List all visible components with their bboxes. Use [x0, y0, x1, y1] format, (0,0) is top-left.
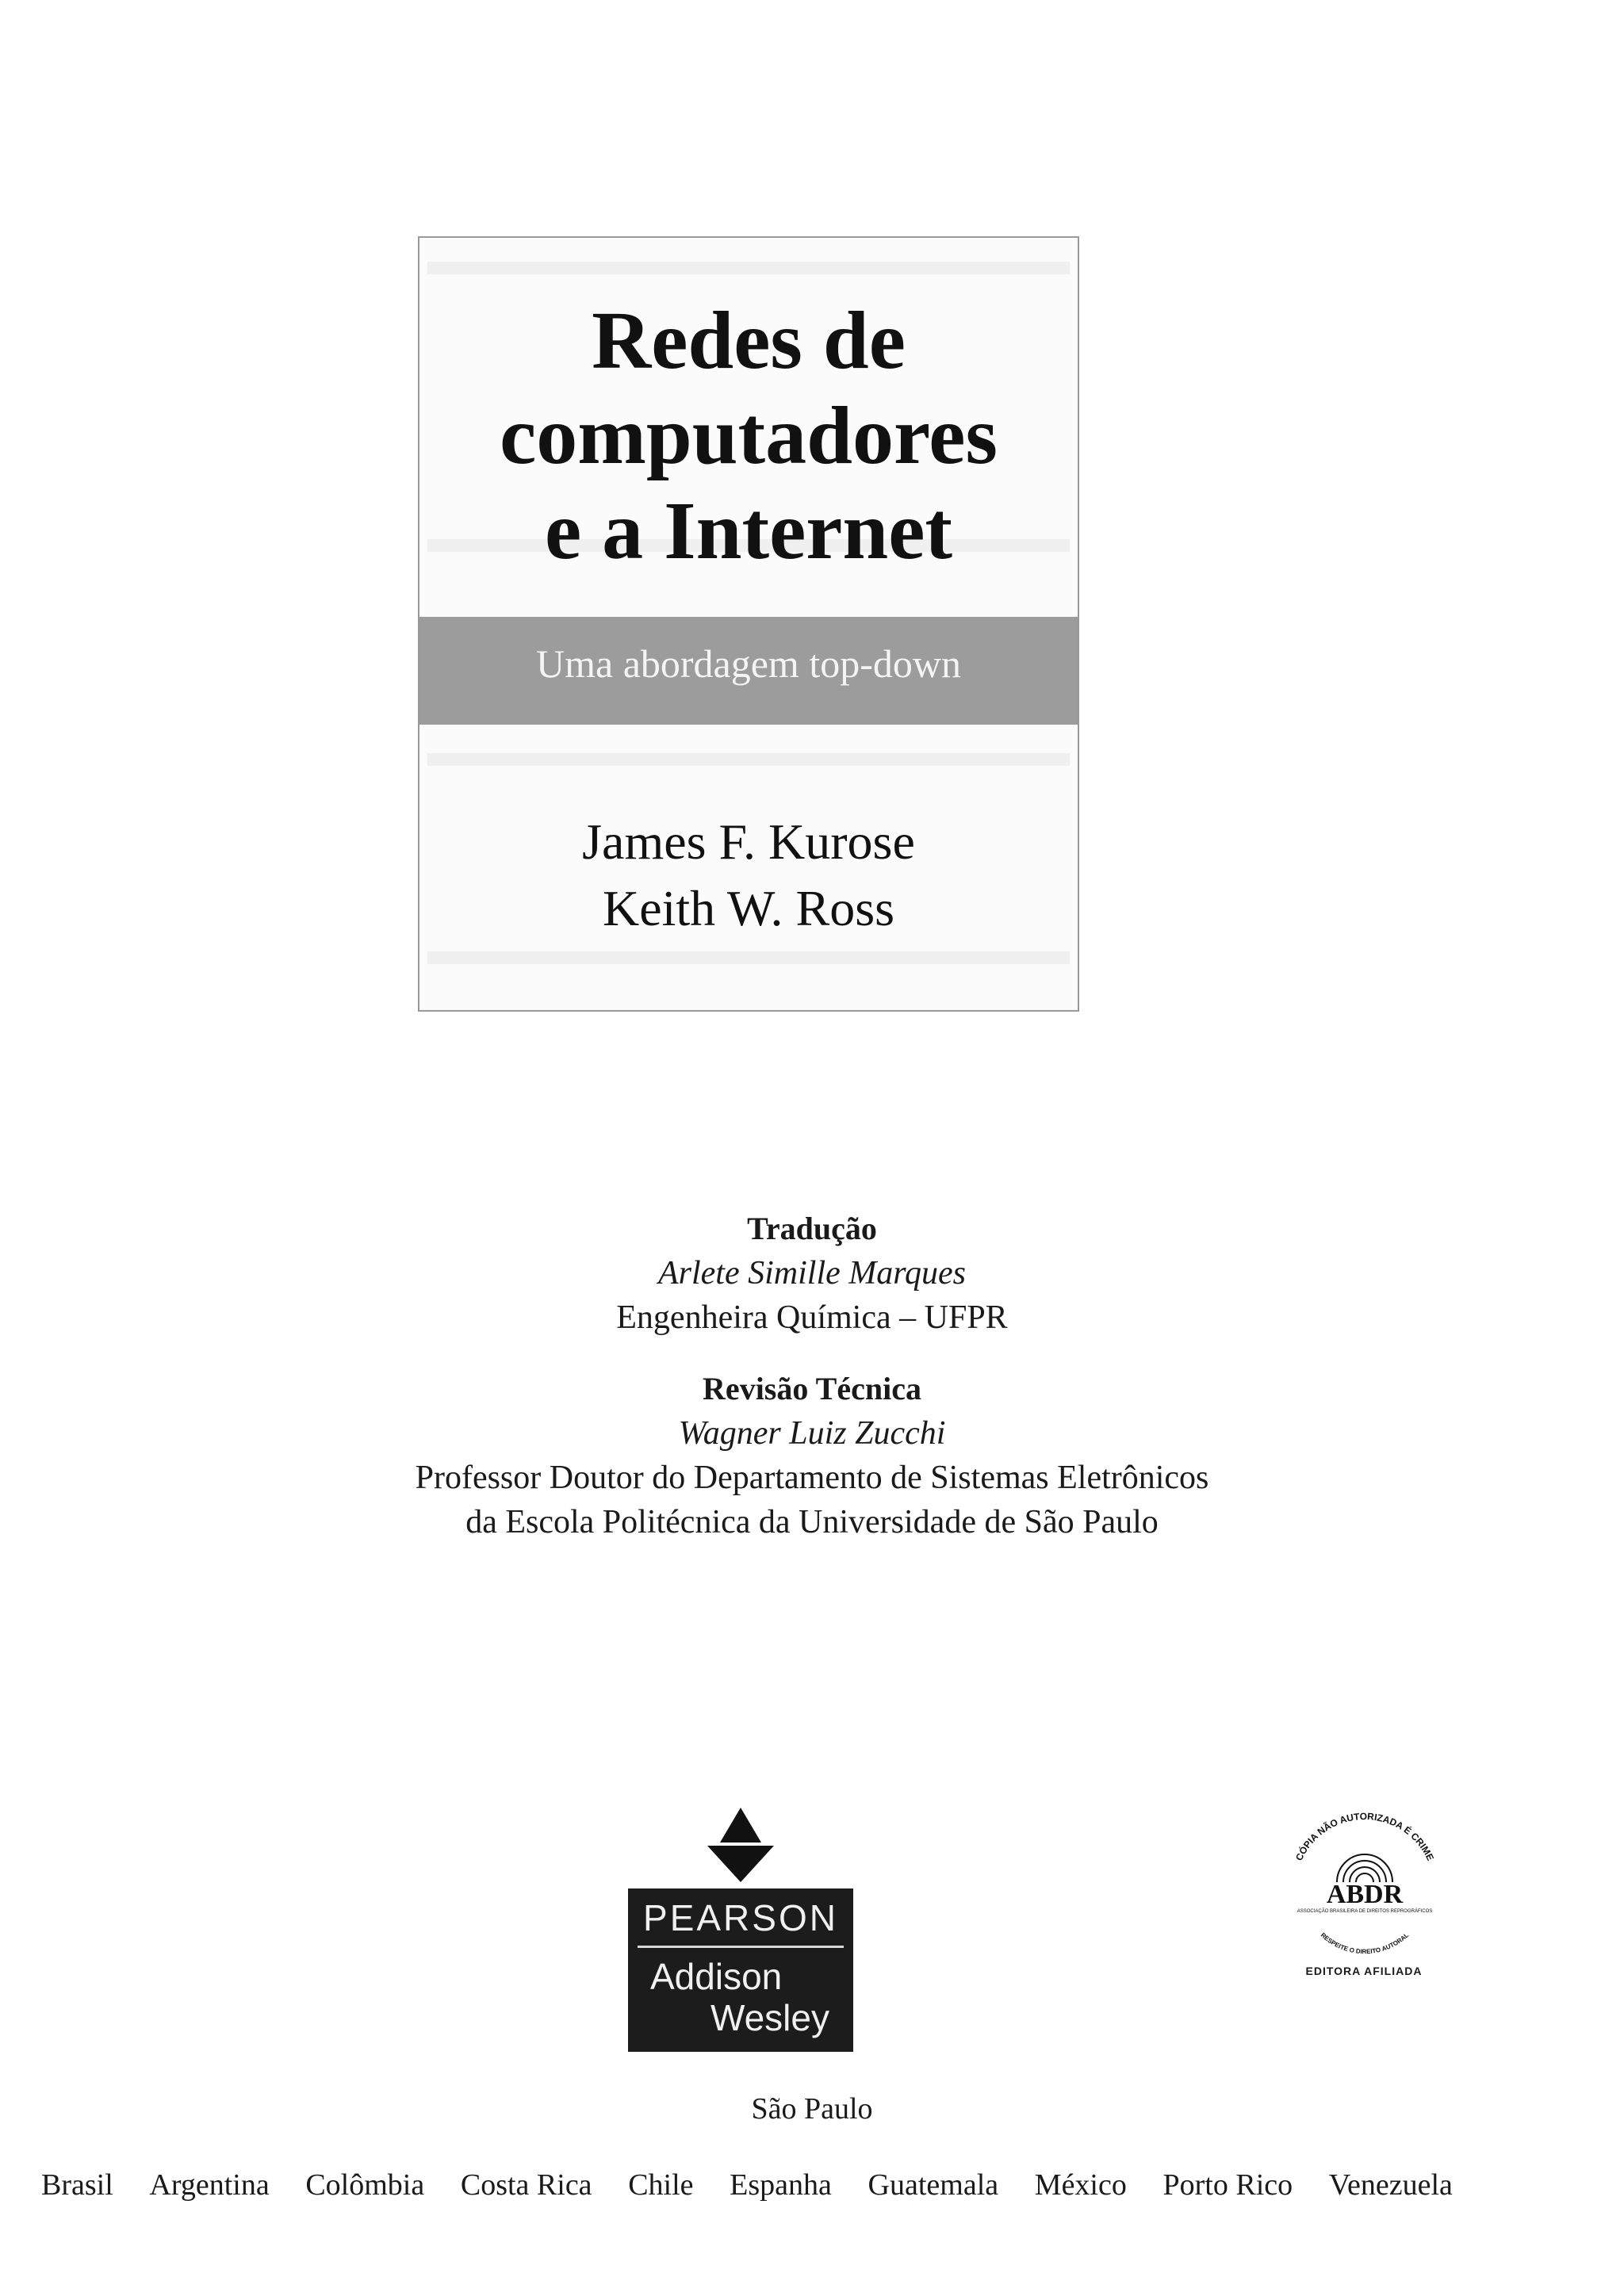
- country-name: Brasil: [41, 2168, 113, 2202]
- seal-bottom-arc: RESPEITE O DIREITO AUTORAL: [1319, 1931, 1411, 1956]
- publisher-box: [628, 1888, 853, 2052]
- title-line: e a Internet: [544, 485, 953, 576]
- country-list: [41, 2168, 1453, 2202]
- subtitle-band: [419, 617, 1078, 725]
- country-name: Argentina: [149, 2168, 270, 2202]
- reviewer-title-line: da Escola Politécnica da Universidade de São Paulo: [465, 1504, 1159, 1540]
- title-line: Redes de: [592, 295, 906, 386]
- imprint-name: Addison: [650, 1956, 783, 1997]
- authors: [419, 809, 1078, 942]
- seal-top-arc: CÓPIA NÃO AUTORIZADA É CRIME: [1293, 1810, 1437, 1863]
- review-credits: [0, 1367, 1624, 1544]
- translator-name: Arlete Simille Marques: [657, 1255, 967, 1292]
- translation-heading: Tradução: [747, 1211, 877, 1246]
- publisher-logo: [628, 1808, 853, 2053]
- reviewer-title-line: Professor Doutor do Departamento de Sistemas Eletrônicos: [415, 1460, 1209, 1496]
- seal-association: ASSOCIAÇÃO BRASILEIRA DE DIREITOS REPROGRÁFICOS: [1297, 1909, 1433, 1914]
- author-name: Keith W. Ross: [602, 880, 895, 936]
- svg-text:RESPEITE O DIREITO AUTORAL: [1320, 1931, 1411, 1955]
- reviewer-name: Wagner Luiz Zucchi: [678, 1415, 946, 1452]
- country-name: Espanha: [730, 2168, 832, 2202]
- translation-credits: [0, 1207, 1624, 1340]
- divider: [638, 1946, 844, 1948]
- book-subtitle: Uma abordagem top-down: [536, 641, 961, 686]
- author-name: James F. Kurose: [582, 813, 915, 870]
- cover-image: [418, 236, 1079, 1012]
- country-name: Costa Rica: [460, 2168, 592, 2202]
- seal-acronym: ABDR: [1326, 1880, 1404, 1909]
- country-name: Colômbia: [305, 2168, 425, 2202]
- country-name: Chile: [628, 2168, 694, 2202]
- country-name: Guatemala: [868, 2168, 999, 2202]
- publisher-name: PEARSON: [643, 1897, 838, 1938]
- seal-label: EDITORA AFILIADA: [1305, 1965, 1423, 1977]
- country-name: Venezuela: [1328, 2168, 1453, 2202]
- triangle-icon: [720, 1808, 761, 1843]
- translator-title: Engenheira Química – UFPR: [616, 1299, 1008, 1336]
- publication-city: São Paulo: [751, 2092, 873, 2126]
- book-title: [419, 293, 1078, 579]
- title-line: computadores: [500, 390, 998, 481]
- triangle-icon: [707, 1846, 774, 1882]
- country-name: México: [1034, 2168, 1127, 2202]
- abdr-seal-icon: [1274, 1793, 1456, 1976]
- imprint-name: Wesley: [710, 1997, 829, 2038]
- country-name: Porto Rico: [1162, 2168, 1293, 2202]
- review-heading: Revisão Técnica: [703, 1371, 921, 1406]
